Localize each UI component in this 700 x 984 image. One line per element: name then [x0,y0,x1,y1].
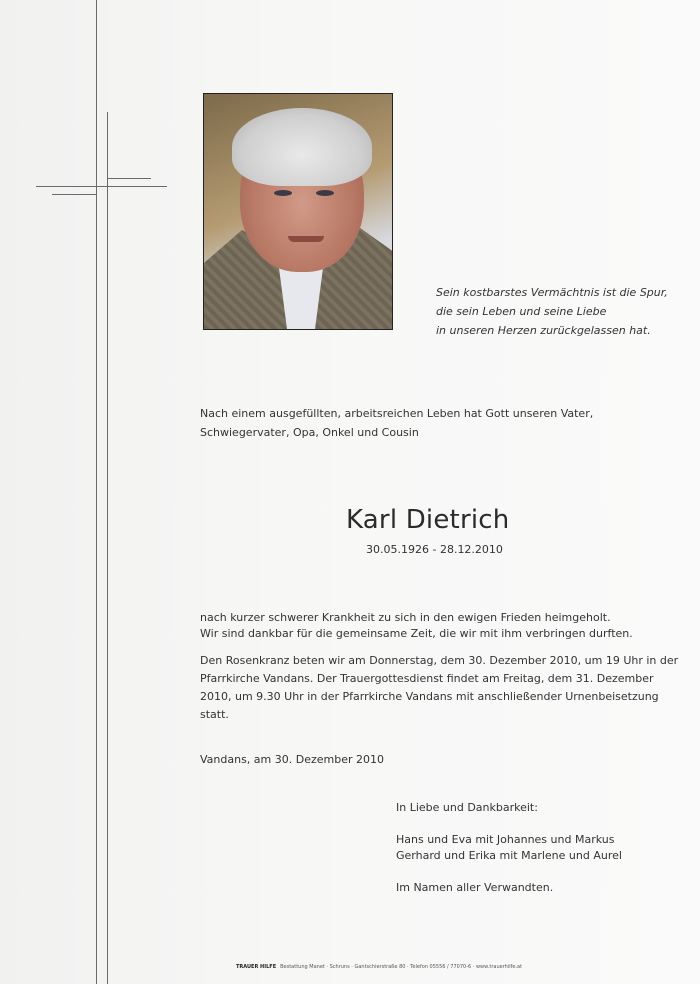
signature-closing: Im Namen aller Verwandten. [396,881,554,894]
portrait-photo [203,93,393,330]
message-line: Wir sind dankbar für die gemeinsame Zeit, die wir mit ihm verbringen durften. [200,627,633,640]
footer [236,964,522,970]
message-text [200,610,633,642]
service-line: statt. [200,708,229,721]
quote-line: die sein Leben und seine Liebe [436,305,607,318]
photo-eye-right [316,190,334,196]
service-details [200,652,678,724]
photo-hair [232,108,372,186]
cross-vertical-line [96,0,97,984]
intro-line: Nach einem ausgefüllten, arbeitsreichen Leben hat Gott unseren Vater, [200,407,594,420]
intro-text [200,404,593,442]
spacer [396,864,622,880]
cross-vertical-line-inner [107,112,108,984]
quote-line: Sein kostbarstes Vermächtnis ist die Spur, [436,286,668,299]
family-line: Hans und Eva mit Johannes und Markus [396,833,615,846]
intro-line: Schwiegervater, Opa, Onkel und Cousin [200,426,419,439]
deceased-name: Karl Dietrich [346,505,510,535]
footer-brand: TRAUER HILFE [236,964,277,970]
cross-horizontal-line [36,186,167,187]
service-line: 2010, um 9.30 Uhr in der Pfarrkirche Vandans mit anschließender Urnenbeisetzung [200,690,659,703]
spacer [396,816,622,832]
family-line: Gerhard und Erika mit Marlene und Aurel [396,849,622,862]
place-date: Vandans, am 30. Dezember 2010 [200,753,385,766]
signature-block [396,800,622,896]
signature-heading: In Liebe und Dankbarkeit: [396,801,538,814]
memorial-quote [436,283,668,340]
photo-mouth [288,236,324,242]
footer-text: Bestattung Manet · Schruns · Gantschierstraße 80 · Telefon 05556 / 77070-6 · www.trauerhilfe.at [280,964,523,970]
cross-horizontal-line-lower [52,194,96,195]
quote-line: in unseren Herzen zurückgelassen hat. [436,324,651,337]
cross-horizontal-line-upper [107,178,151,179]
service-line: Den Rosenkranz beten wir am Donnerstag, dem 30. Dezember 2010, um 19 Uhr in der [200,654,679,667]
life-dates: 30.05.1926 - 28.12.2010 [366,543,503,556]
photo-eye-left [274,190,292,196]
service-line: Pfarrkirche Vandans. Der Trauergottesdienst findet am Freitag, dem 31. Dezember [200,672,654,685]
message-line: nach kurzer schwerer Krankheit zu sich in den ewigen Frieden heimgeholt. [200,611,611,624]
